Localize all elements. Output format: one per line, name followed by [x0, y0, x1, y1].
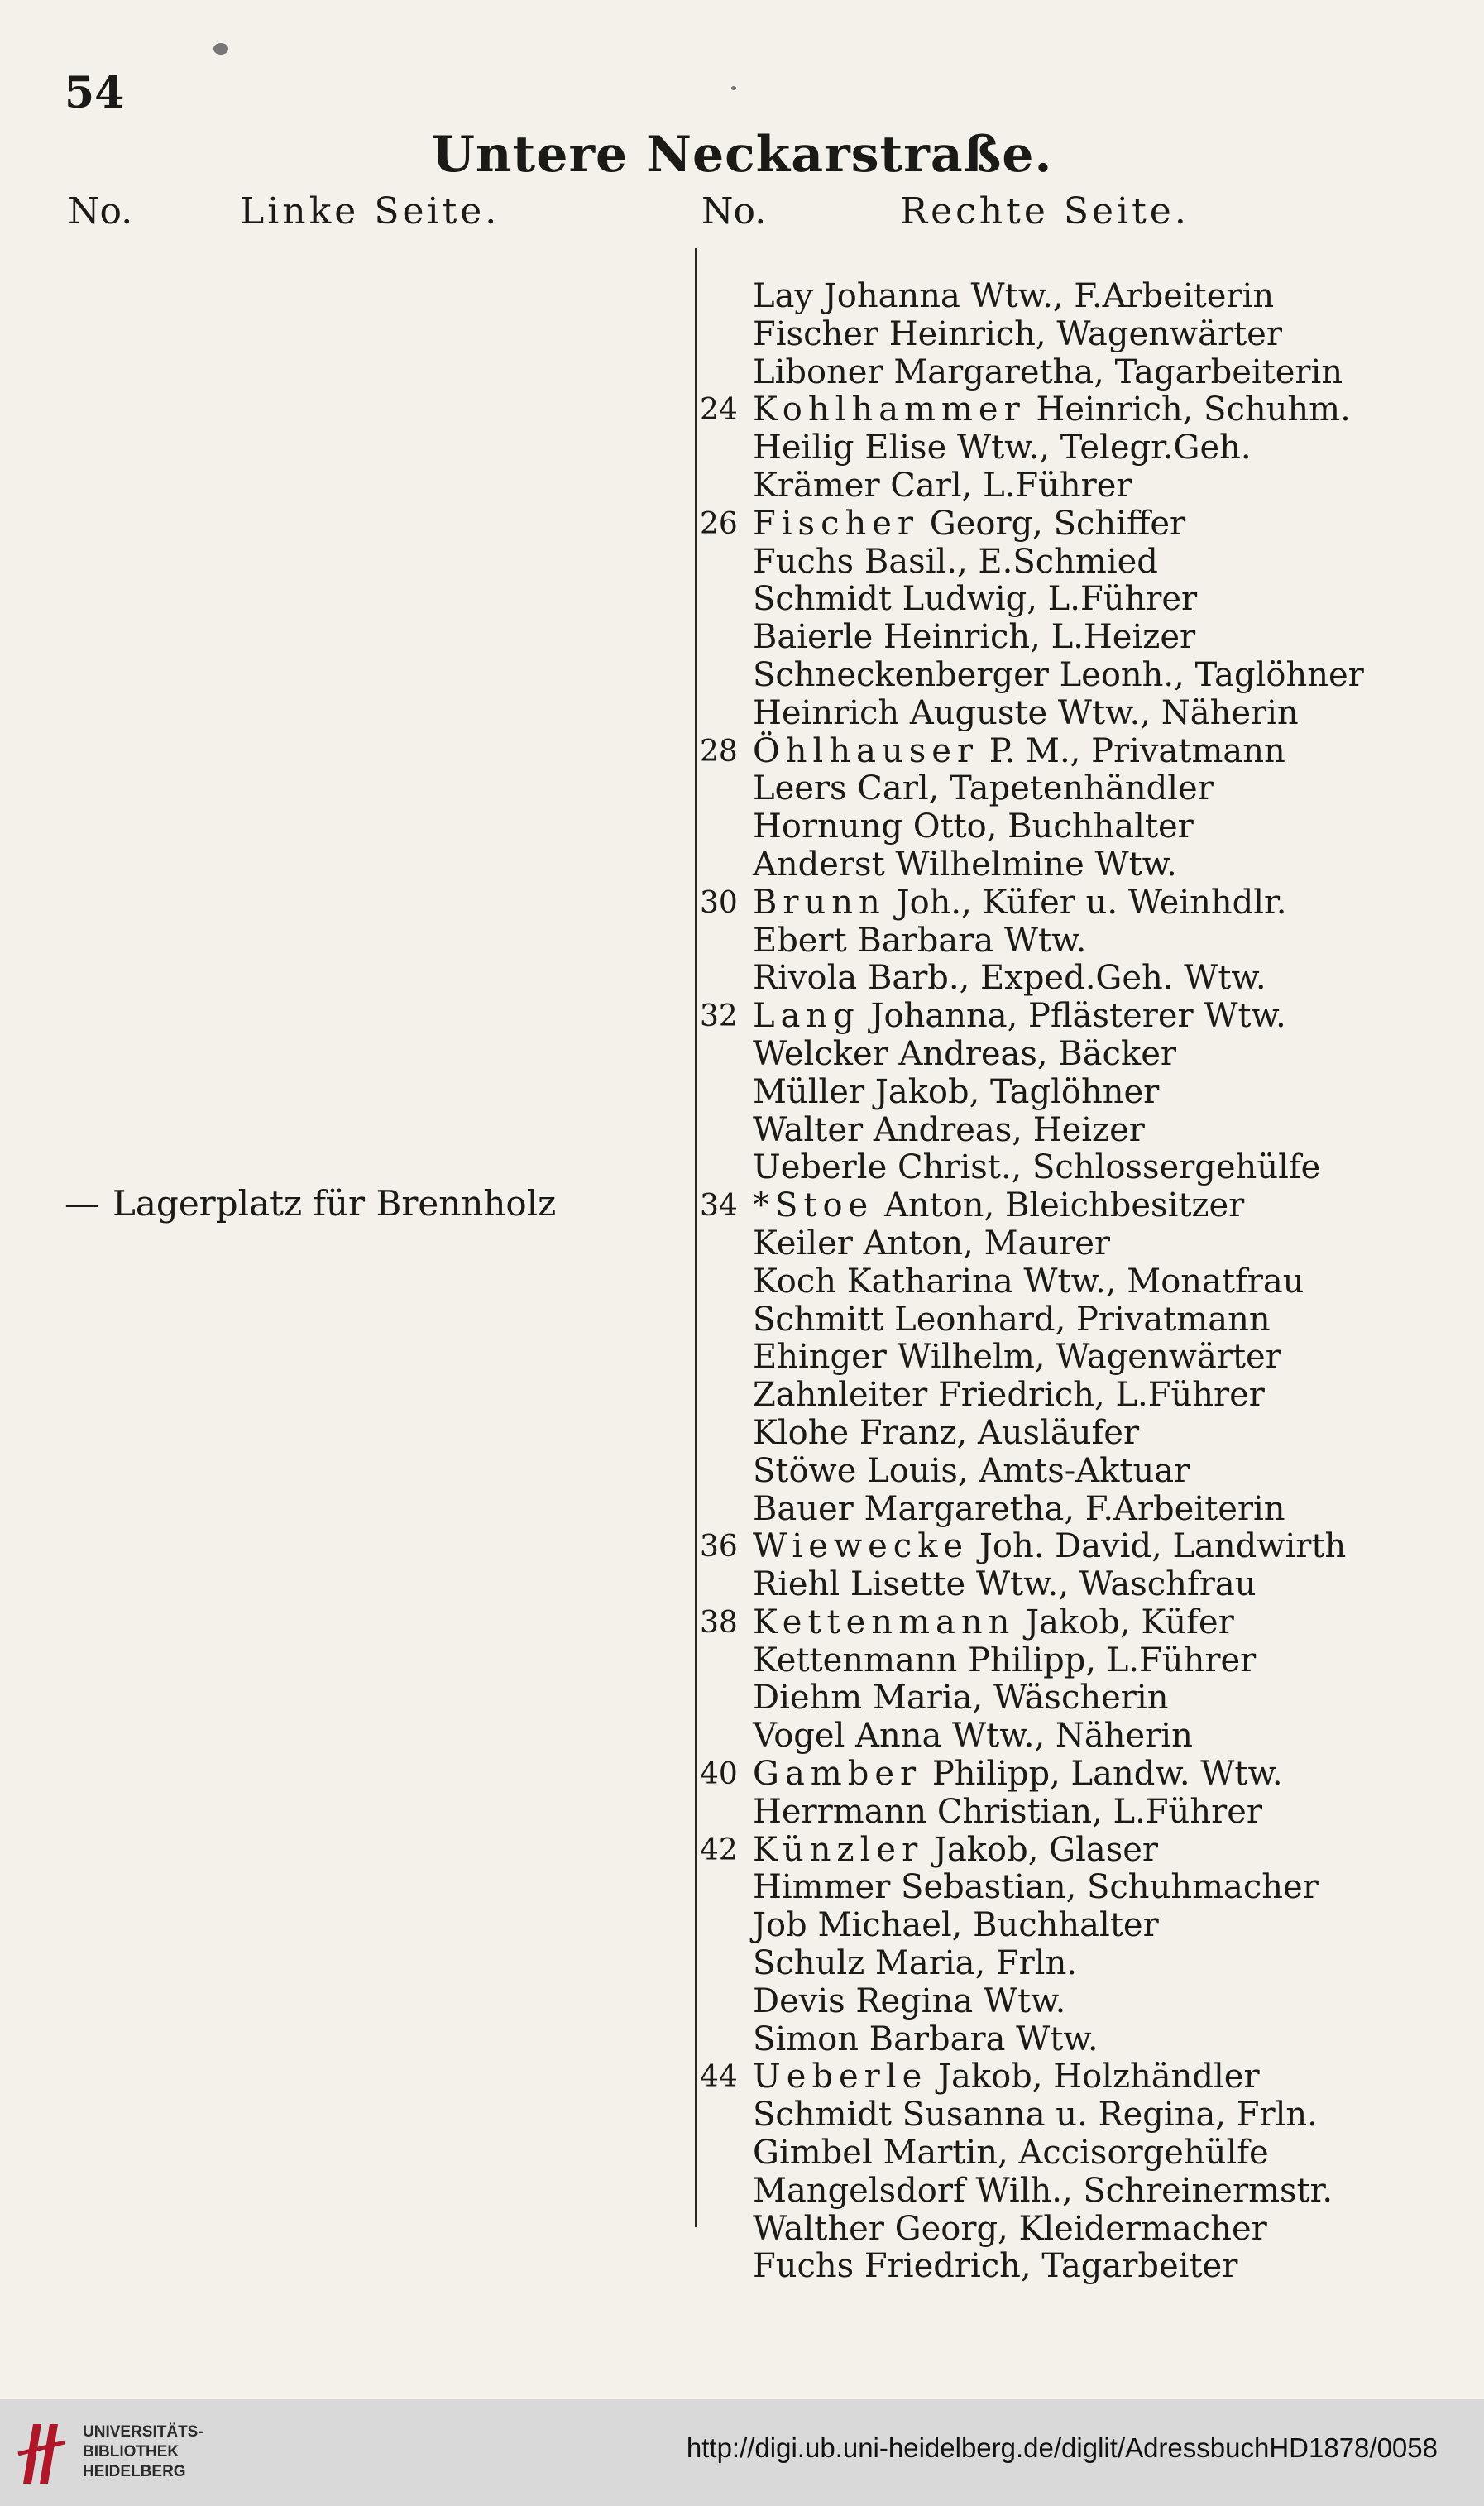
resident-details: Leers Carl, Tapetenhändler	[753, 769, 1214, 808]
resident-details: Lay Johanna Wtw., F.Arbeiterin	[753, 277, 1275, 315]
address-row	[700, 1566, 1444, 1604]
resident-entry	[753, 733, 1285, 771]
resident-details: Simon Barbara Wtw.	[753, 2020, 1099, 2058]
logo-line-1: UNIVERSITÄTS-	[83, 2423, 203, 2441]
resident-entry	[753, 2173, 1333, 2211]
resident-entry	[753, 544, 1158, 582]
address-row	[700, 1642, 1444, 1680]
scan-speck	[213, 43, 228, 55]
resident-entry	[753, 1074, 1159, 1112]
scan-speck	[731, 86, 736, 90]
address-row	[700, 1415, 1444, 1453]
address-row	[700, 429, 1444, 467]
footer-bar	[0, 2399, 1484, 2506]
resident-entry	[753, 1263, 1304, 1301]
address-row	[700, 354, 1444, 392]
resident-details: Anderst Wilhelmine Wtw.	[753, 845, 1177, 884]
resident-details: Schmidt Susanna u. Regina, Frln.	[753, 2096, 1318, 2135]
resident-entry	[753, 1528, 1346, 1566]
resident-details: Kettenmann Philipp, L.Führer	[753, 1641, 1257, 1679]
resident-entry	[753, 960, 1266, 998]
resident-entry	[753, 506, 1185, 544]
resident-entry	[753, 1679, 1168, 1718]
address-row	[700, 316, 1444, 354]
resident-entry	[753, 695, 1299, 733]
resident-details: Schmidt Ludwig, L.Führer	[753, 580, 1198, 619]
resident-details: Riehl Lisette Wtw., Waschfrau	[753, 1565, 1257, 1604]
address-row	[700, 2173, 1444, 2211]
resident-details: Vogel Anna Wtw., Näherin	[753, 1717, 1193, 1756]
resident-details: Welcker Andreas, Bäcker	[753, 1034, 1176, 1073]
address-row	[700, 2096, 1444, 2135]
resident-entry	[753, 619, 1195, 657]
house-number: 30	[700, 885, 738, 920]
address-row	[700, 2021, 1444, 2059]
header-no-left: No.	[68, 190, 133, 232]
resident-details: Rivola Barb., Exped.Geh. Wtw.	[753, 959, 1266, 998]
address-row	[700, 960, 1444, 998]
right-entries	[700, 278, 1444, 2286]
owner-name: *Stoe	[753, 1186, 874, 1225]
resident-entry	[753, 922, 1086, 961]
resident-entry	[753, 1036, 1176, 1074]
owner-name: Gamber	[753, 1755, 922, 1794]
resident-entry	[753, 2096, 1318, 2135]
resident-details: Devis Regina Wtw.	[753, 1981, 1066, 2020]
left-entry-text: Lagerplatz für Brennholz	[112, 1183, 557, 1224]
address-row	[700, 581, 1444, 619]
resident-entry	[753, 1377, 1265, 1415]
resident-entry	[753, 429, 1252, 467]
resident-details: Fuchs Friedrich, Tagarbeiter	[753, 2247, 1238, 2286]
house-number: 34	[700, 1189, 738, 1224]
page-number: 54	[65, 68, 125, 118]
resident-details: Schneckenberger Leonh., Taglöhner	[753, 655, 1364, 694]
resident-entry	[753, 1301, 1271, 1339]
address-row	[700, 1491, 1444, 1529]
resident-details: Schmitt Leonhard, Privatmann	[753, 1300, 1271, 1339]
address-row	[700, 544, 1444, 582]
resident-details: Walter Andreas, Heizer	[753, 1110, 1145, 1149]
resident-entry	[753, 1491, 1285, 1529]
resident-entry	[753, 1149, 1320, 1187]
resident-details: Jakob, Küfer	[1015, 1603, 1234, 1641]
resident-details: Herrmann Christian, L.Führer	[753, 1792, 1262, 1831]
address-row	[700, 1718, 1444, 1756]
resident-details: Diehm Maria, Wäscherin	[753, 1679, 1169, 1718]
source-url[interactable]: http://digi.ub.uni-heidelberg.de/diglit/AdressbuchHD1878/0058	[686, 2432, 1438, 2463]
left-entry-dash: —	[65, 1183, 99, 1224]
left-entry	[65, 1183, 556, 1224]
resident-details: Ueberle Christ., Schlossergehülfe	[753, 1148, 1321, 1187]
resident-details: Joh. David, Landwirth	[969, 1527, 1347, 1566]
address-row	[700, 998, 1444, 1036]
owner-name: Lang	[753, 997, 860, 1036]
resident-details: Zahnleiter Friedrich, L.Führer	[753, 1376, 1265, 1415]
resident-details: Anton, Bleichbesitzer	[874, 1186, 1245, 1225]
address-row	[700, 1832, 1444, 1870]
resident-details: Hornung Otto, Buchhalter	[753, 807, 1194, 846]
address-row	[700, 1074, 1444, 1112]
address-row	[700, 2135, 1444, 2173]
resident-details: Joh., Küfer u. Weinhdlr.	[885, 883, 1287, 922]
resident-details: Keiler Anton, Maurer	[753, 1224, 1111, 1263]
address-row	[700, 1679, 1444, 1718]
resident-entry	[753, 1945, 1077, 1983]
resident-details: Ehinger Wilhelm, Wagenwärter	[753, 1338, 1281, 1377]
resident-entry	[753, 316, 1282, 354]
resident-entry	[753, 770, 1214, 808]
address-row	[700, 2058, 1444, 2096]
resident-details: Walther Georg, Kleidermacher	[753, 2209, 1267, 2248]
resident-entry	[753, 657, 1364, 695]
resident-details: Fischer Heinrich, Wagenwärter	[753, 314, 1282, 353]
resident-details: Krämer Carl, L.Führer	[753, 466, 1132, 505]
address-row	[700, 1301, 1444, 1339]
house-number: 28	[700, 734, 738, 769]
resident-details: Johanna, Pflästerer Wtw.	[859, 997, 1286, 1036]
resident-details: P. M., Privatmann	[979, 731, 1285, 770]
owner-name: Brunn	[753, 883, 886, 922]
house-number: 38	[700, 1605, 738, 1640]
resident-entry	[753, 998, 1286, 1036]
house-number: 40	[700, 1757, 738, 1792]
resident-details: Liboner Margaretha, Tagarbeiterin	[753, 352, 1343, 391]
address-row	[700, 657, 1444, 695]
address-row	[700, 1528, 1444, 1566]
address-row	[700, 1453, 1444, 1491]
owner-name: Wiewecke	[753, 1527, 969, 1566]
logo-line-3: HEIDELBERG	[83, 2463, 186, 2480]
owner-name: Kohlhammer	[753, 391, 1026, 429]
resident-entry	[753, 1187, 1244, 1225]
resident-entry	[753, 1225, 1110, 1263]
house-number: 36	[700, 1530, 738, 1564]
address-row	[700, 1794, 1444, 1832]
resident-entry	[753, 1907, 1159, 1945]
address-row	[700, 1869, 1444, 1907]
address-row	[700, 1983, 1444, 2021]
library-logo-text	[83, 2422, 203, 2482]
resident-details: Koch Katharina Wtw., Monatfrau	[753, 1262, 1304, 1301]
address-row	[700, 884, 1444, 922]
owner-name: Kettenmann	[753, 1603, 1016, 1641]
address-row	[700, 808, 1444, 846]
address-row	[700, 2248, 1444, 2286]
address-row	[700, 1339, 1444, 1377]
resident-details: Fuchs Basil., E.Schmied	[753, 542, 1158, 581]
address-row	[700, 1263, 1444, 1301]
resident-entry	[753, 354, 1343, 392]
owner-name: Öhlhauser	[753, 731, 979, 770]
resident-entry	[753, 1832, 1158, 1870]
resident-entry	[753, 2135, 1269, 2173]
resident-entry	[753, 2058, 1260, 2096]
resident-details: Georg, Schiffer	[919, 504, 1186, 543]
street-title: Untere Neckarstraße.	[431, 126, 1053, 184]
resident-entry	[753, 1566, 1256, 1604]
resident-entry	[753, 1756, 1283, 1794]
address-row	[700, 391, 1444, 429]
resident-details: Gimbel Martin, Accisorgehülfe	[753, 2134, 1269, 2173]
house-number: 32	[700, 999, 738, 1034]
resident-entry	[753, 1642, 1256, 1680]
address-row	[700, 1187, 1444, 1225]
resident-details: Jakob, Glaser	[923, 1830, 1159, 1869]
resident-details: Stöwe Louis, Amts-Aktuar	[753, 1451, 1190, 1490]
resident-entry	[753, 1415, 1139, 1453]
resident-entry	[753, 278, 1274, 316]
address-row	[700, 1377, 1444, 1415]
resident-details: Mangelsdorf Wilh., Schreinermstr.	[753, 2171, 1333, 2210]
resident-details: Baierle Heinrich, L.Heizer	[753, 618, 1196, 657]
resident-entry	[753, 846, 1177, 884]
address-row	[700, 1225, 1444, 1263]
address-row	[700, 619, 1444, 657]
address-row	[700, 1604, 1444, 1642]
resident-details: Heinrich, Schuhm.	[1025, 391, 1351, 429]
resident-entry	[753, 1869, 1319, 1907]
address-row	[700, 1756, 1444, 1794]
house-number: 24	[700, 393, 738, 428]
resident-entry	[753, 581, 1197, 619]
resident-entry	[753, 808, 1194, 846]
resident-details: Müller Jakob, Taglöhner	[753, 1072, 1160, 1111]
resident-details: Heinrich Auguste Wtw., Näherin	[753, 693, 1299, 732]
address-row	[700, 1907, 1444, 1945]
logo-line-2: BIBLIOTHEK	[83, 2443, 180, 2460]
header-right-side: Rechte Seite.	[900, 190, 1190, 232]
address-row	[700, 1036, 1444, 1074]
house-number: 26	[700, 506, 738, 541]
address-row	[700, 1945, 1444, 1983]
resident-entry	[753, 1339, 1281, 1377]
resident-details: Ebert Barbara Wtw.	[753, 921, 1087, 960]
address-row	[700, 770, 1444, 808]
resident-entry	[753, 1453, 1190, 1491]
owner-name: Ueberle	[753, 2058, 928, 2096]
owner-name: Fischer	[753, 504, 920, 543]
address-row	[700, 1149, 1444, 1187]
resident-entry	[753, 1112, 1145, 1150]
resident-entry	[753, 1604, 1234, 1642]
resident-entry	[753, 2248, 1237, 2286]
address-row	[700, 922, 1444, 961]
address-row	[700, 846, 1444, 884]
header-no-right: No.	[701, 190, 767, 232]
resident-details: Heilig Elise Wtw., Telegr.Geh.	[753, 429, 1252, 467]
library-logo-icon	[17, 2417, 66, 2487]
resident-details: Himmer Sebastian, Schuhmacher	[753, 1868, 1319, 1907]
address-row	[700, 467, 1444, 506]
column-divider	[695, 248, 697, 2227]
resident-entry	[753, 2021, 1099, 2059]
resident-entry	[753, 1718, 1193, 1756]
house-number: 42	[700, 1833, 738, 1867]
address-row	[700, 2211, 1444, 2249]
resident-entry	[753, 2211, 1267, 2249]
address-row	[700, 733, 1444, 771]
resident-details: Jakob, Holzhändler	[927, 2058, 1260, 2096]
resident-entry	[753, 467, 1132, 506]
resident-details: Philipp, Landw. Wtw.	[922, 1755, 1283, 1794]
house-number: 44	[700, 2060, 738, 2095]
resident-details: Schulz Maria, Frln.	[753, 1944, 1078, 1983]
resident-details: Job Michael, Buchhalter	[753, 1906, 1159, 1945]
address-row	[700, 278, 1444, 316]
resident-details: Bauer Margaretha, F.Arbeiterin	[753, 1489, 1285, 1528]
owner-name: Künzler	[753, 1830, 924, 1869]
address-row	[700, 1112, 1444, 1150]
resident-entry	[753, 1983, 1065, 2021]
resident-details: Klohe Franz, Ausläufer	[753, 1413, 1140, 1452]
resident-entry	[753, 1794, 1262, 1832]
address-row	[700, 695, 1444, 733]
resident-entry	[753, 391, 1351, 429]
address-row	[700, 506, 1444, 544]
header-left-side: Linke Seite.	[240, 190, 500, 232]
resident-entry	[753, 884, 1287, 922]
